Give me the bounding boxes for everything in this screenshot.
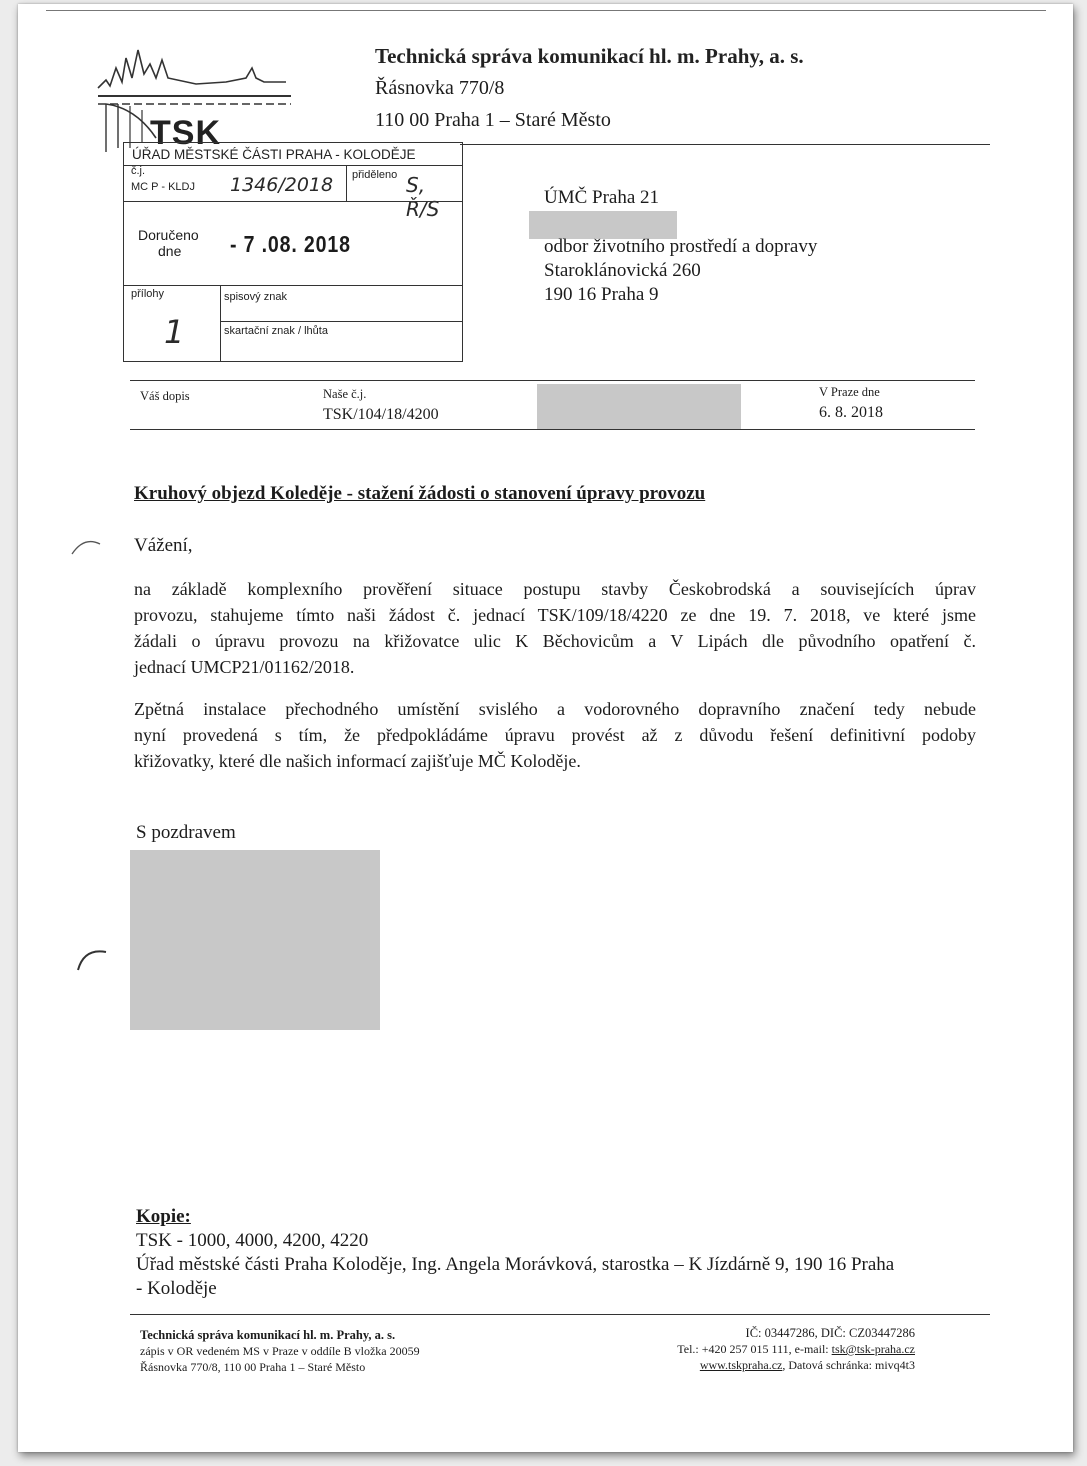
stamp-received-label-1: Doručeno xyxy=(138,227,199,243)
paragraph-1 xyxy=(134,576,976,680)
footer-registration: zápis v OR vedeném MS v Praze v oddíle B vložka 20059 xyxy=(140,1344,420,1358)
our-ref-value: TSK/104/18/4200 xyxy=(323,406,439,423)
footer-rule xyxy=(130,1314,990,1315)
footer-company: Technická správa komunikací hl. m. Prahy, a. s. xyxy=(140,1328,396,1342)
place-date-value: 6. 8. 2018 xyxy=(819,404,883,421)
stamp-assigned-label: přiděleno xyxy=(352,169,398,181)
stamp-received-date: - 7 .08. 2018 xyxy=(230,231,351,257)
stamp-attachments-value: 1 xyxy=(164,313,185,351)
footer-contact xyxy=(677,1342,915,1357)
footer-ids: IČ: 03447286, DIČ: CZ03447286 xyxy=(745,1326,915,1340)
stamp-shred-label: skartační znak / lhůta xyxy=(224,325,328,337)
footer-email-link[interactable]: tsk@tsk-praha.cz xyxy=(831,1342,915,1356)
p2-line: křižovatky, které dle našich informací zajišťuje MČ Koloděje. xyxy=(134,751,581,771)
letter-page xyxy=(18,4,1073,1452)
your-letter-label: Váš dopis xyxy=(140,389,190,403)
stamp-divider-low xyxy=(124,285,462,286)
stamp-assigned-value: S, Ř/S xyxy=(406,173,440,221)
stamp-cj-label: č.j. xyxy=(131,165,146,177)
stamp-file-mark-label: spisový znak xyxy=(224,291,287,303)
copies-line-3: - Koloděje xyxy=(136,1278,217,1299)
stamp-received-label-2: dne xyxy=(158,243,182,259)
copies-heading: Kopie: xyxy=(136,1206,191,1227)
paragraph-2 xyxy=(134,696,976,774)
punch-mark-bottom xyxy=(76,944,110,974)
stamp-attachments-label: přílohy xyxy=(131,288,165,300)
closing: S pozdravem xyxy=(136,822,236,843)
top-rule xyxy=(46,10,1046,11)
p2-line: nyní provedená s tím, že předpokládáme úpravu provést až z důvodu řešení definitivní podoby xyxy=(134,725,976,745)
letter-subject: Kruhový objezd Koleděje - stažení žádosti o stanovení úpravy provozu xyxy=(134,483,706,504)
p1-line: jednací UMCP21/01162/2018. xyxy=(134,657,355,677)
sender-city: 110 00 Praha 1 – Staré Město xyxy=(375,109,611,131)
p2-line: Zpětná instalace přechodného umístění svislého a vodorovného dopravního značení tedy nebude xyxy=(134,699,976,719)
stamp-vertical-divider xyxy=(220,285,221,361)
recipient-line-3: Staroklánovická 260 xyxy=(544,260,701,281)
footer-web xyxy=(700,1358,915,1373)
refs-bottom-rule xyxy=(130,429,975,430)
our-ref-label: Naše č.j. xyxy=(323,387,367,401)
stamp-divider-mid xyxy=(124,201,462,202)
redacted-signature xyxy=(130,850,380,1030)
sender-name: Technická správa komunikací hl. m. Prahy, a. s. xyxy=(375,44,804,68)
redacted-reference xyxy=(537,384,741,430)
stamp-cj-prefix: MC P - KLDJ xyxy=(131,181,195,193)
footer-web-link[interactable]: www.tskpraha.cz xyxy=(699,1358,783,1372)
copies-line-2: Úřad městské části Praha Koloděje, Ing. Angela Morávková, starostka – K Jízdárně 9, 190 16 Praha xyxy=(136,1254,895,1275)
sender-street: Řásnovka 770/8 xyxy=(375,77,505,99)
p1-line: žádali o úpravu provozu na křižovatce ulic K Běchovicům a V Lipách dle původního opatření č. xyxy=(134,631,976,651)
punch-mark-top xyxy=(70,534,104,558)
recipient-line-1: ÚMČ Praha 21 xyxy=(544,187,660,208)
logo-text: TSK xyxy=(150,114,221,152)
recipient-line-4: 190 16 Praha 9 xyxy=(544,284,659,305)
footer-databox: , Datová schránka: mivq4t3 xyxy=(782,1358,915,1372)
salutation: Vážení, xyxy=(134,535,193,556)
p1-line: na základě komplexního prověření situace postupu stavby Českobrodská a souvisejících úprav xyxy=(134,579,976,599)
footer-address: Řásnovka 770/8, 110 00 Praha 1 – Staré Město xyxy=(140,1360,366,1374)
header-rule xyxy=(460,144,990,145)
stamp-divider-inner xyxy=(220,321,462,322)
stamp-office: ÚŘAD MĚSTSKÉ ČÁSTI PRAHA - KOLODĚJE xyxy=(132,147,416,162)
registry-stamp xyxy=(123,142,463,362)
p1-line: provozu, stahujeme tímto naši žádost č. jednací TSK/109/18/4220 ze dne 19. 7. 2018, ve které jsme xyxy=(134,605,976,625)
refs-top-rule xyxy=(130,380,975,381)
footer-phone: Tel.: +420 257 015 111, e-mail: xyxy=(677,1342,832,1356)
stamp-cj-value: 1346/2018 xyxy=(230,174,334,196)
place-date-label: V Praze dne xyxy=(819,385,880,399)
redacted-recipient xyxy=(529,211,677,239)
copies-line-1: TSK - 1000, 4000, 4200, 4220 xyxy=(136,1230,369,1251)
recipient-line-2: odbor životního prostředí a dopravy xyxy=(544,236,818,257)
